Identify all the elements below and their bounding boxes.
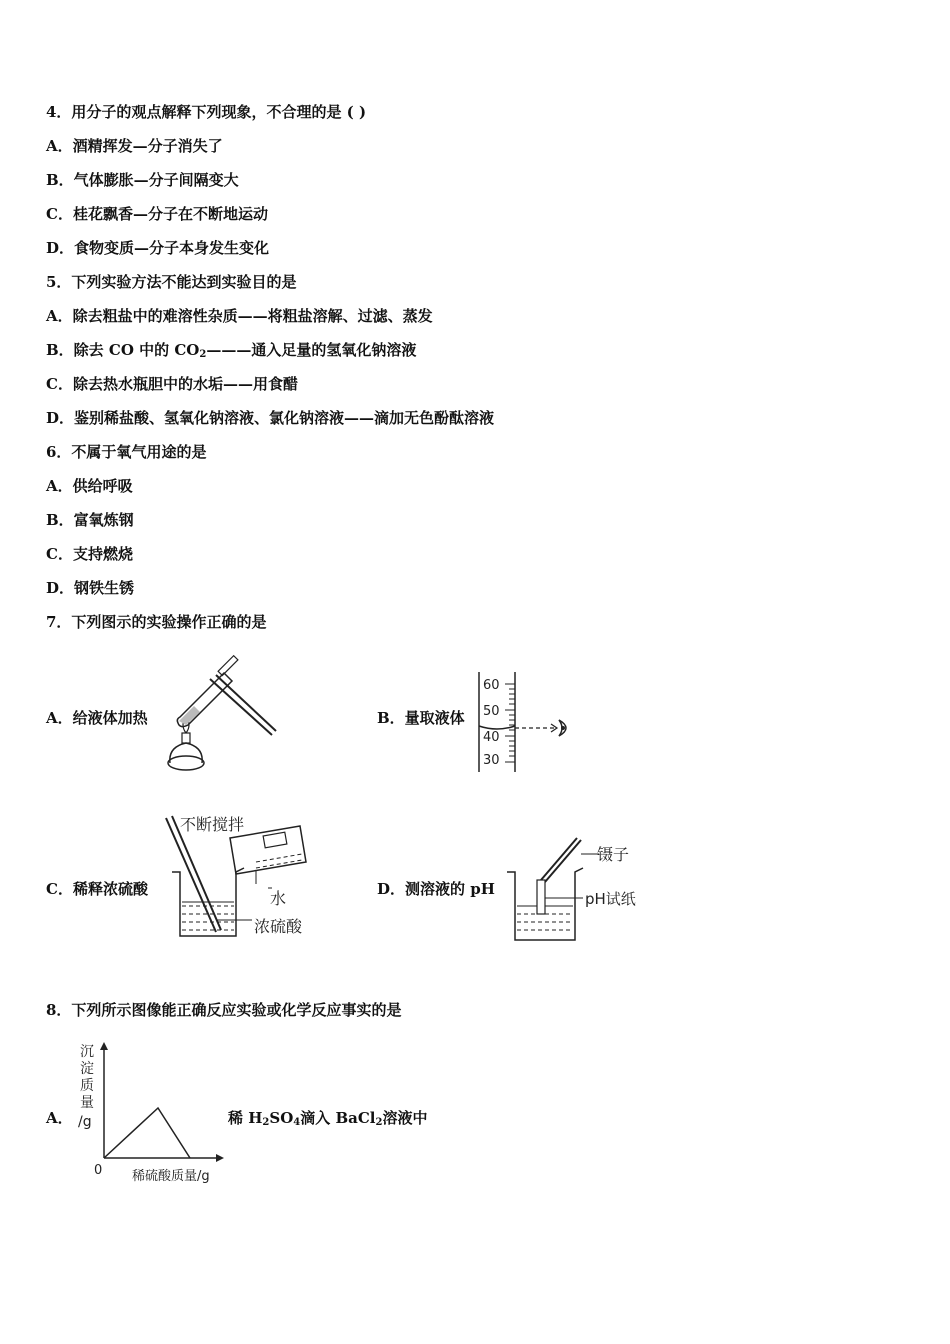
ylabel-char-5: /g — [78, 1114, 92, 1130]
q6-option-a: A．供给呼吸 — [46, 477, 133, 495]
q5-option-b: B．除去 CO 中的 $CO_2———$通入足量的氢氧化钠溶液 — [46, 341, 417, 360]
q4-stem: 4．用分子的观点解释下列现象，不合理的是 ( ) — [46, 103, 367, 121]
measuring-cylinder-diagram — [475, 670, 585, 775]
tweezers-label: 镊子 — [597, 845, 630, 864]
q4-option-c: C．桂花飘香—分子在不断地运动 — [46, 205, 268, 223]
q5-option-c: C．除去热水瓶胆中的水垢——用食醋 — [46, 375, 298, 393]
dilute-acid-diagram — [160, 808, 320, 948]
q4-option-a: A．酒精挥发—分子消失了 — [46, 137, 223, 155]
water-label: 水 — [270, 889, 287, 908]
ph-test-diagram — [505, 832, 645, 947]
q4-option-b: B．气体膨胀—分子间隔变大 — [46, 171, 239, 189]
q7-option-b: B．量取液体 — [377, 709, 465, 727]
q8-stem: 8．下列所示图像能正确反应实验或化学反应事实的是 — [46, 1001, 402, 1019]
q4-option-d: D．食物变质—分子本身发生变化 — [46, 239, 270, 257]
q5-option-a: A．除去粗盐中的难溶性杂质——将粗盐溶解、过滤、蒸发 — [46, 307, 433, 325]
ylabel-char-3: 质 — [80, 1078, 94, 1094]
cylinder-tick-50: 50 — [483, 704, 500, 719]
q7-option-a: A．给液体加热 — [46, 709, 148, 727]
cylinder-tick-40: 40 — [483, 730, 500, 745]
precipitate-graph — [72, 1038, 232, 1186]
ylabel-char-2: 淀 — [80, 1061, 94, 1077]
ylabel-char-1: 沉 — [80, 1044, 94, 1060]
q6-option-c: C．支持燃烧 — [46, 545, 133, 563]
q6-option-d: D．钢铁生锈 — [46, 579, 135, 597]
ylabel-char-4: 量 — [80, 1095, 94, 1111]
q5-option-d: D．鉴别稀盐酸、氢氧化钠溶液、氯化钠溶液——滴加无色酚酞溶液 — [46, 409, 495, 427]
q5-stem: 5．下列实验方法不能达到实验目的是 — [46, 273, 297, 291]
graph-line — [104, 1108, 190, 1158]
q8-option-a: A． — [46, 1109, 73, 1127]
heating-liquid-diagram — [158, 655, 288, 775]
stir-label: 不断搅拌 — [180, 815, 245, 834]
q8-option-a-caption: 稀 $H_2SO_4$滴入 BaCl$_2$溶液中 — [228, 1109, 428, 1128]
q6-option-b: B．富氧炼钢 — [46, 511, 134, 529]
cylinder-tick-60: 60 — [483, 678, 500, 693]
q6-stem: 6．不属于氧气用途的是 — [46, 443, 207, 461]
q7-option-d: D．测溶液的 pH — [377, 880, 495, 898]
origin-label: 0 — [94, 1163, 103, 1178]
q7-stem: 7．下列图示的实验操作正确的是 — [46, 613, 267, 631]
cylinder-tick-30: 30 — [483, 753, 500, 768]
xlabel: 稀硫酸质量/g — [132, 1169, 210, 1184]
q7-option-c: C．稀释浓硫酸 — [46, 880, 148, 898]
acid-label: 浓硫酸 — [254, 917, 303, 936]
ph-paper-label: pH试纸 — [585, 890, 636, 908]
